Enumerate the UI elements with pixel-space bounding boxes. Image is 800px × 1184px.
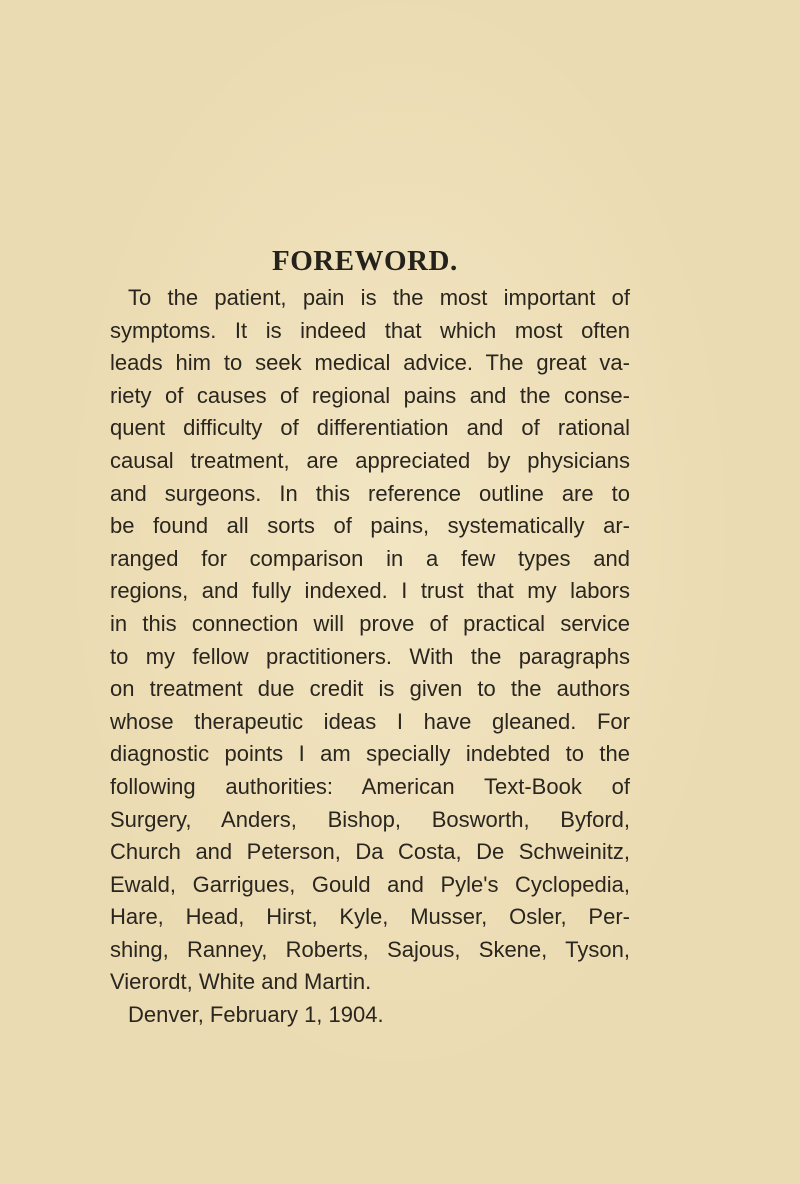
signoff-date: Denver, February 1, 1904. — [128, 1002, 384, 1028]
paragraph-line: quent difficulty of differentiation and of rational — [110, 415, 630, 441]
paragraph-line: Church and Peterson, Da Costa, De Schweinitz, — [110, 839, 630, 865]
paragraph-line: diagnostic points I am specially indebted to the — [110, 741, 630, 767]
paragraph-line: Surgery, Anders, Bishop, Bosworth, Byford, — [110, 806, 630, 832]
paragraph-line: riety of causes of regional pains and the conse- — [110, 382, 630, 408]
paragraph-line: causal treatment, are appreciated by physicians — [110, 447, 630, 473]
paragraph-line: symptoms. It is indeed that which most often — [110, 317, 630, 343]
paragraph-line: following authorities: American Text-Book of — [110, 773, 630, 799]
foreword-body — [110, 282, 630, 1032]
paragraph-line: and surgeons. In this reference outline are to — [110, 480, 630, 506]
paragraph-line: To the patient, pain is the most important of — [128, 285, 630, 310]
paragraph-line: Ewald, Garrigues, Gould and Pyle's Cyclopedia, — [110, 871, 630, 897]
page-title: FOREWORD. — [272, 245, 458, 277]
paragraph-line: be found all sorts of pains, systematically ar- — [110, 513, 630, 539]
paragraph-line: leads him to seek medical advice. The great va- — [110, 350, 630, 376]
paragraph-line: Hare, Head, Hirst, Kyle, Musser, Osler, Per- — [110, 904, 630, 930]
paragraph-line: in this connection will prove of practical service — [110, 610, 630, 636]
paragraph-line: whose therapeutic ideas I have gleaned. For — [110, 708, 630, 734]
paragraph-line: ranged for comparison in a few types and — [110, 545, 630, 571]
paragraph-line: regions, and fully indexed. I trust that my labors — [110, 578, 630, 604]
paragraph-line: to my fellow practitioners. With the paragraphs — [110, 643, 630, 669]
paragraph-line: on treatment due credit is given to the authors — [110, 676, 630, 702]
paragraph-line: Vierordt, White and Martin. — [110, 969, 372, 995]
paragraph-line: shing, Ranney, Roberts, Sajous, Skene, Tyson, — [110, 936, 630, 962]
